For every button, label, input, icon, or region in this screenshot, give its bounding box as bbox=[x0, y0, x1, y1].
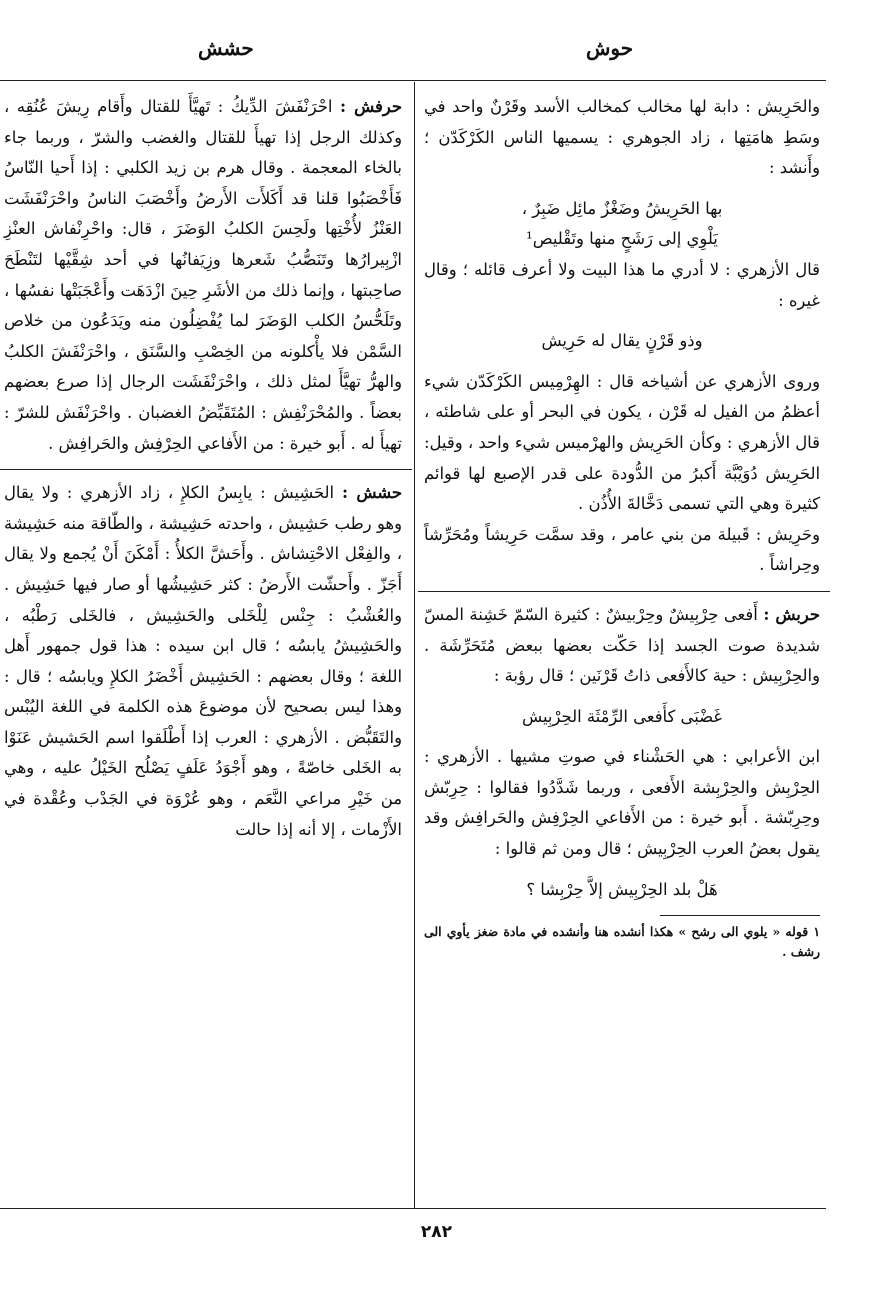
verse-line: غَضْبَى كأَفعى الرِّمْثَة الحِرْبِيش bbox=[522, 706, 722, 726]
header-rule bbox=[0, 80, 826, 81]
right-column bbox=[424, 92, 820, 962]
verse-line: وذو قَرْنٍ يقال له حَرِيش bbox=[541, 331, 703, 351]
entry-text: قال الأزهري : لا أدري ما هذا البيت ولا أعرف قائله ؛ وقال غيره : bbox=[424, 259, 820, 310]
entry-text: وروى الأزهري عن أشياخه قال : الهِرْمِيس الكَرْكَدّن شيء أعظمُ من الفيل له قَرْن ، يكون في البحر أو على شاطئه ، قال الأزهري : وكأن الحَرِيش والهرْميس شيء واحد ، وقيل: الحَرِيش دُوَيْبَّة أَكبرُ من الدُّودة على قدر الإصبع لها قوائم كثيرة وهي التي تسمى دَخَّالةَ الأُذُن . bbox=[424, 371, 820, 514]
entry-text: حربش : أَفعى حِرْبِيشٌ وحِرْبيشٌ : كثيرة السّمّ خَشِنة المسّ شديدة صوت الجسد إذا حَكّت بعضها ببعض مُتَحَرِّشَة . والحِرْبِيش : حية كالأَفعى ذاتُ قَرْنَين ؛ قال رؤبة : bbox=[424, 604, 820, 686]
running-head-right: حوش bbox=[586, 36, 634, 60]
footnote: ١ قوله « يلوي الى رشح » هكذا أنشده هنا وأنشده في مادة ضغز يأوي الى رشف . bbox=[424, 924, 820, 960]
entry-separator bbox=[418, 591, 830, 592]
entry-headword: حشش : bbox=[341, 483, 402, 503]
footer-rule bbox=[0, 1208, 826, 1209]
footnote-rule bbox=[660, 915, 820, 916]
entry-text: حشش : الحَشِيش : يابِسُ الكلإِ ، زاد الأزهري : ولا يقال وهو رطب حَشِيش ، واحدته حَشِيشة ، والطّاقة منه حَشِيشة ، والفِعْل الاحْتِشاش . وأَحَشَّ الكلأُ : أَمْكَنَ أَنْ يُجمع ولا يقال أَجَزّ . وأَحشّت الأَرضُ : كثر حَشِيشُها أو صار فيها حَشِيش . والعُشْبُ : جِنْس لِلْخَلى والحَشِيش ، فالخَلى رَطْبُه ، والحَشِيشُ يابسُه ؛ قال ابن سيده : هذا قول جمهور أَهل اللغة ؛ وقال بعضهم : الحَشِيش أَخْضَرُ الكلإِ ويابسُه ؛ قال : وهذا ليس بصحيح لأن موضوعَ هذه الكلمة في اللغة اليُبْس والتَقَبُّض . الأزهري : العرب إذا أَطْلَقوا اسم الحَشيش عَنَوْا به الخَلى خاصّةً ، وهو أَجْوَدُ عَلَفٍ يَصْلُح الخَيْلُ عليه ، وهي من خَيْرِ مراعي النَّعَم ، وهو عُرْوَة في الجَدْب وعُقْدة في الأَزْمات ، إلا أنه إذا حالت bbox=[4, 483, 402, 839]
page-header bbox=[0, 36, 873, 80]
verse-line: يَلْوِي إلى رَشَحٍ منها وتَقْليص¹ bbox=[526, 229, 718, 249]
entry-headword: حربش : bbox=[763, 604, 820, 624]
entry-separator bbox=[0, 469, 412, 470]
entry-text: والحَرِيش : دابة لها مخالب كمخالب الأسد وقَرْنٌ واحد في وسَطِ هامَتِها ، زاد الجوهري : يسميها الناس الكَرْكَدّن ؛ وأَنشد : bbox=[424, 97, 820, 178]
entry-headword: حرفش : bbox=[339, 97, 402, 116]
page-number: ٢٨٢ bbox=[420, 1222, 453, 1242]
entry-text: ابن الأعرابي : هي الحَشْناء في صوتِ مشيها . الأزهري : الحِرْبِش والحِرْبِشة الأَفعى ، وربما شَدَّدُوا فقالوا : حِرِبّش وحِرِبّشة . أَبو خيرة : من الأَفاعي الحِرْفِش والحَرافِش وقد يقول بعضُ العرب الحِرْبِيش ؛ قال ومن ثم قالوا : bbox=[424, 747, 820, 859]
entry-text: وحَرِيش : قَبيلة من بني عامر ، وقد سمَّت حَرِيشاً ومُحَرِّشاً وحِراشاً . bbox=[424, 524, 820, 575]
running-head-left: حشش bbox=[198, 36, 254, 60]
verse-line: بها الحَرِيشُ وضَغْزٌ مائِل ضَبِرٌ ، bbox=[521, 198, 723, 218]
verse-line: هَلْ بلد الحِرْبِيش إلاَّ حِرْبِشا ؟ bbox=[526, 879, 718, 899]
entry-text: حرفش : احْرَنْفَشَ الدِّيكُ : تَهيَّأَ للقتال وأَقام رِيشَ عُنُقِه ، وكذلك الرجل إذا تهيأَ للقتال والغضب والشرّ ، وربما جاء بالخاء المعجمة . وقال هرم بن زيد الكلبي : إذا أَحيا النّاسُ فَأَخْصَبُوا قلنا قد أَكَلأَت الأَرضُ وأَخْصَبَ الناسُ واحْرَنْفَشَت العَنْزُ لأُخْتِها ولَحِسَ الكلبُ الوَضَرَ ، قال: واحْرِنْفاش العنْزِ ازْبِيرارُها وتَنَصُّبُ شَعرها وزِيَفانُها في أحد شِقَّيْها لتَنْطَحَ صاحِبتها ، وإنما ذلك من الأشَرِ حِينَ ازْدَهَت وأَعْجَبَتْها نفسُها ، وتَلَحُّسُ الكلب الوَضَرَ لما يُفْضِلُون منه ويَدَعُون من خلاص السَّمْن فلا يأْكلونه من الخِصْبِ والسَّنَق ، واحْرَنْفَشَ الكلبُ والهرُّ تهيَّأَ لمثل ذلك ، واحْرَنْفَشَت الرجال إذا صرع بعضهم بعضاً . والمُحْرَنْفِش : المُتَقَبِّضُ الغضبان . واحْرَنْفَش للشرّ : تهيأَ له . أَبو خيرة : من الأَفاعي الحِرْفِش والحَرافِش . bbox=[4, 97, 402, 453]
left-column bbox=[4, 92, 402, 845]
column-divider bbox=[414, 82, 415, 1208]
